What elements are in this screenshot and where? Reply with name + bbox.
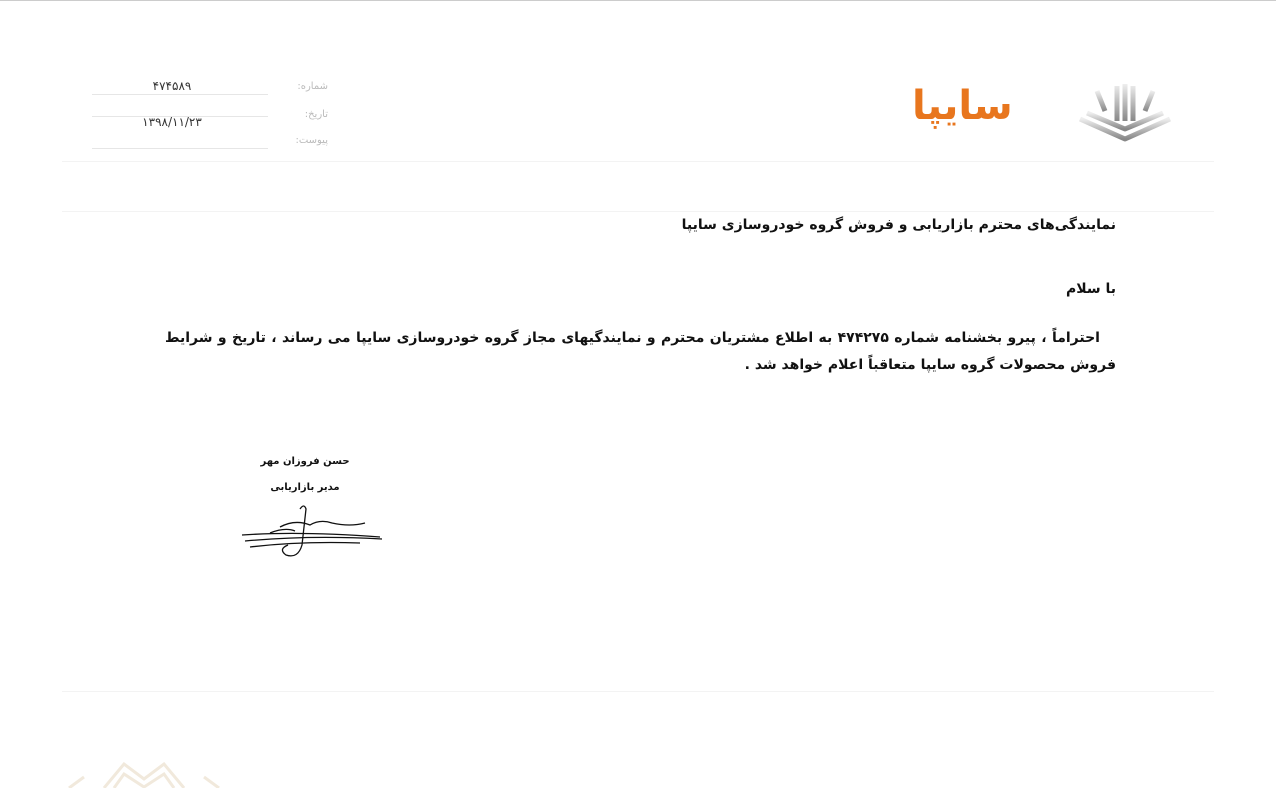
signatory-name: حسن فروزان مهر (260, 456, 350, 467)
letter-attachment-label: پیوست: (295, 135, 328, 146)
letter-recipient: نمایندگی‌های محترم بازاریابی و فروش گروه خودروسازی سایپا (681, 217, 1116, 233)
header-divider (62, 161, 1214, 162)
letter-body: احتراماً ، پیرو بخشنامه شماره ۴۷۴۲۷۵ به اطلاع مشتریان محترم و نمایندگیهای مجاز گروه خودروسازی سایپا می رساند ، تاریخ و شرایط فروش محصولات گروه سایپا متعاقباً اعلام خواهد شد . (165, 330, 1116, 373)
letter-attachment-field (92, 133, 328, 151)
footer-divider (62, 691, 1214, 692)
letter-number-field (92, 79, 328, 97)
saipa-logo-icon (1075, 81, 1175, 143)
letter-date-value: ۱۳۹۸/۱۱/۲۳ (142, 115, 202, 129)
saipa-logo-text: سایپا (912, 83, 1013, 129)
letter-date-field (92, 107, 328, 129)
divider (92, 94, 268, 95)
divider (92, 148, 268, 149)
header-divider (62, 211, 1214, 212)
handwritten-signature (240, 501, 385, 563)
letter-number-label: شماره: (297, 81, 328, 92)
letter-number-value: ۴۷۴۵۸۹ (152, 79, 192, 93)
watermark-logo-icon (64, 749, 224, 788)
signatory-title: مدیر بازاریابی (270, 482, 340, 493)
letter-greeting: با سلام (1065, 281, 1116, 297)
letter-date-label: تاریخ: (304, 109, 328, 120)
